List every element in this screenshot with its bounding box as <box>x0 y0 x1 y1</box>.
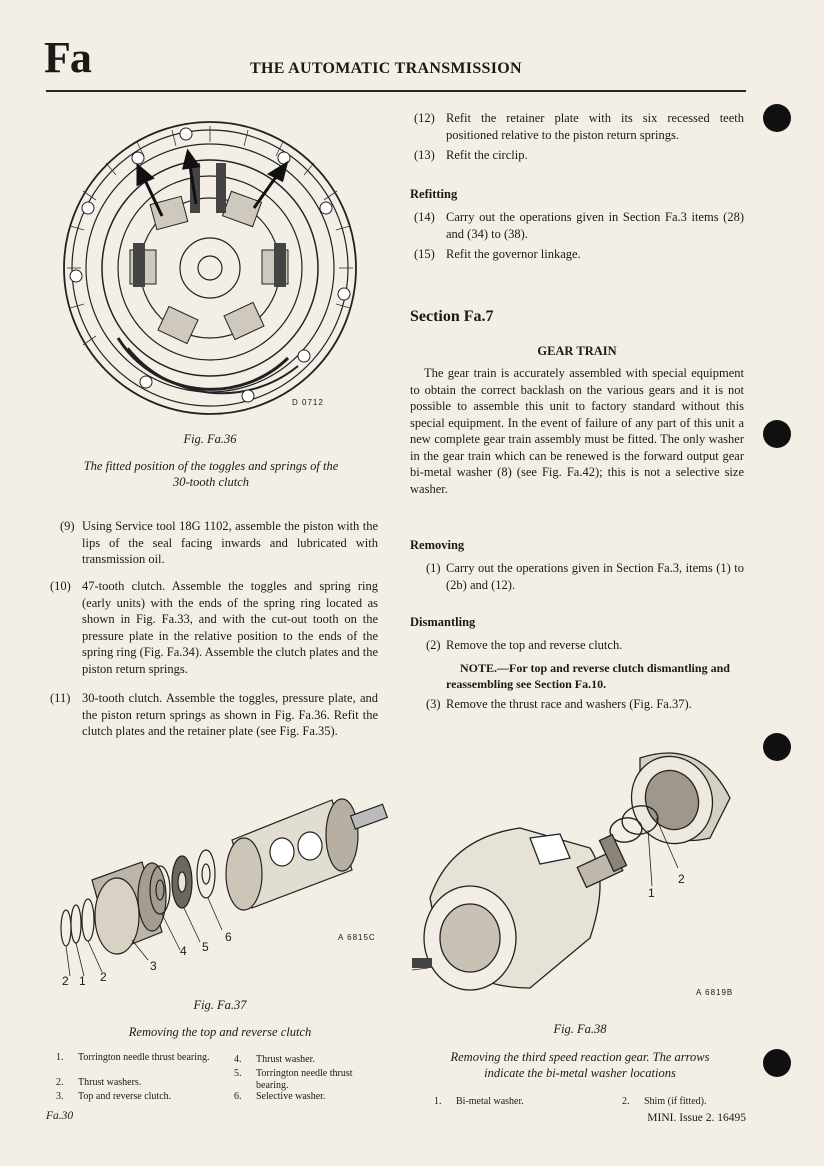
issue-line: MINI. Issue 2. 16495 <box>647 1112 746 1124</box>
fig38-callout-1: 1 <box>648 886 655 900</box>
step-text: Refit the retainer plate with its six recessed teeth positioned relative to the piston return springs. <box>446 111 744 142</box>
fig36-caption-line1: The fitted position of the toggles and springs of the <box>83 459 339 473</box>
step-10 <box>50 578 380 678</box>
step-number: (12) <box>414 111 435 125</box>
punch-hole <box>763 420 791 448</box>
step-3 <box>414 696 746 714</box>
step-15 <box>414 246 746 264</box>
fig36-ref: Fig. Fa.36 <box>183 432 237 446</box>
fig37-callout-2: 1 <box>79 974 86 988</box>
fig37-caption: Removing the top and reverse clutch <box>128 1025 312 1039</box>
refitting-heading: Refitting <box>410 187 458 201</box>
step-text: Using Service tool 18G 1102, assemble the piston with the lips of the seal facing inwards and lubricated with transmission oil. <box>82 519 378 566</box>
fig37-callout-7: 6 <box>225 930 232 944</box>
fig38-caption-line2: indicate the bi-metal washer locations <box>484 1066 676 1080</box>
header-rule <box>46 90 746 92</box>
step-2 <box>414 637 746 655</box>
step-text: Remove the thrust race and washers (Fig. Fa.37). <box>446 697 692 711</box>
fig36-caption-line2: 30-tooth clutch <box>172 475 250 489</box>
fig36-illustration <box>58 108 368 418</box>
step-11 <box>50 690 380 758</box>
dismantling-heading: Dismantling <box>410 615 476 629</box>
step-9 <box>50 518 380 568</box>
fig37-callout-4: 3 <box>150 959 157 973</box>
step-text: Carry out the operations given in Section Fa.3 items (28) and (34) to (38). <box>446 210 744 241</box>
removing-heading: Removing <box>410 538 465 552</box>
fig37-callout-5: 4 <box>180 944 187 958</box>
step-number: (15) <box>414 247 435 261</box>
step-12 <box>414 110 746 144</box>
gear-train-heading: GEAR TRAIN <box>537 344 617 358</box>
step-text: Refit the governor linkage. <box>446 247 581 261</box>
fig38-ref: Fig. Fa.38 <box>553 1022 607 1036</box>
fig37-callout-6: 5 <box>202 940 209 954</box>
step-text: 30-tooth clutch. Assemble the toggles, pressure plate, and the piston return springs as shown in Fig. Fa.36. Refit the clutch plates and the retainer plate (see Fig. Fa.35). <box>82 691 378 738</box>
note: NOTE.—For top and reverse clutch dismantling and reassembling see Section Fa.10. <box>446 661 730 691</box>
step-text: Refit the circlip. <box>446 148 528 162</box>
step-number: (9) <box>60 519 75 533</box>
fig36-code: D 0712 <box>292 398 324 407</box>
step-number: (11) <box>50 691 71 705</box>
step-text: Carry out the operations given in Section Fa.3, items (1) to (2b) and (12). <box>446 561 744 592</box>
fig38-callout-2: 2 <box>678 872 685 886</box>
fig37-callout-1: 2 <box>62 974 69 988</box>
gear-train-paragraph: The gear train is accurately assembled with special equipment to obtain the correct backlash on the various gears and it is not possible to assemble this unit to factory standard without this special equipment. In the event of failure of any part of this unit a new complete gear train assembly must be fitted. The only washer in the gear train which can be renewed is the forward output gear bi-metal washer (8) (see Fig. Fa.42); this is not a selective size washer. <box>410 366 744 496</box>
fig37-legend-item: 1. Torrington needle thrust bearing. <box>56 1052 210 1063</box>
step-13 <box>414 147 746 165</box>
step-number: (14) <box>414 210 435 224</box>
page-number: Fa.30 <box>46 1110 74 1122</box>
step-text: 47-tooth clutch. Assemble the toggles and spring ring (early units) with the ends of the spring ring located as shown in Fig. Fa.33, and with the cut-out tooth on the pressure plate in the relative position to the ends of the spring ring (Fig. Fa.34). Assemble the clutch plates and the piston return springs. <box>82 579 378 676</box>
step-number: (3) <box>426 697 441 711</box>
step-number: (2) <box>426 638 441 652</box>
fig37-ref: Fig. Fa.37 <box>193 998 247 1012</box>
step-1 <box>414 560 746 594</box>
step-number: (13) <box>414 148 435 162</box>
punch-hole <box>763 104 791 132</box>
fig38-illustration <box>410 738 750 998</box>
running-title: THE AUTOMATIC TRANSMISSION <box>250 60 522 77</box>
step-number: (1) <box>426 561 441 575</box>
fig37-callout-3: 2 <box>100 970 107 984</box>
fig37-legend-item: 5. Torrington needle thrust bearing. <box>234 1068 353 1091</box>
punch-hole <box>763 733 791 761</box>
fig38-caption-line1: Removing the third speed reaction gear. The arrows <box>450 1050 710 1064</box>
section-heading: Section Fa.7 <box>410 308 494 325</box>
step-14 <box>414 209 746 243</box>
fig38-code: A 6819B <box>696 988 734 997</box>
section-letter: Fa <box>44 33 91 82</box>
punch-hole <box>763 1049 791 1077</box>
fig37-code: A 6815C <box>338 933 376 942</box>
step-number: (10) <box>50 579 71 593</box>
step-text: Remove the top and reverse clutch. <box>446 638 623 652</box>
fig37-illustration <box>52 780 402 990</box>
